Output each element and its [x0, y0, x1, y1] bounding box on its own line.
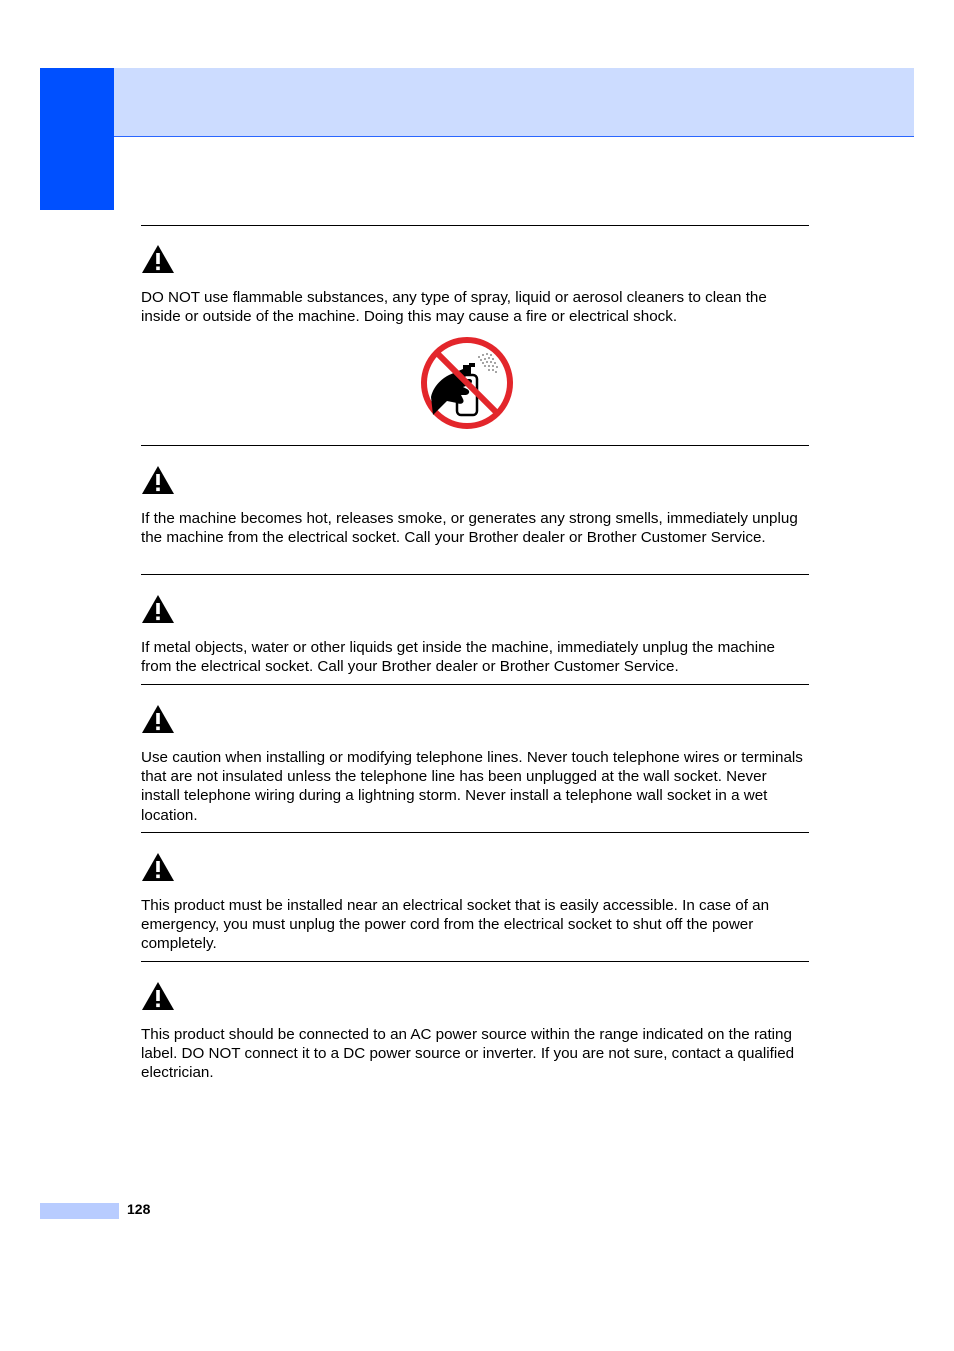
warning-block — [141, 244, 809, 326]
footer-bar — [40, 1203, 119, 1219]
warning-icon — [141, 465, 175, 495]
warning-text: This product must be installed near an electrical socket that is easily accessible. In case of an emergency, you must unplug the power cord from the electrical socket to shut off the power completely. — [141, 897, 770, 953]
header-band — [114, 68, 914, 137]
warning-block — [141, 852, 809, 954]
divider — [141, 684, 809, 685]
warning-block — [141, 981, 809, 1083]
warning-text: This product should be connected to an AC power source within the range indicated on the rating label. DO NOT connect it to a DC power source or inverter. If you are not sure, contact a qualified electrician. — [141, 1026, 795, 1082]
warning-text: Use caution when installing or modifying telephone lines. Never touch telephone wires or terminals that are not insulated unless the telephone line has been unplugged at the wall socket. Never install telephone wiring during a lightning storm. Never install a telephone wall socket in a wet location. — [141, 749, 803, 824]
no-spray-icon — [419, 335, 515, 431]
warning-icon — [141, 594, 175, 624]
divider — [141, 225, 809, 226]
warning-block — [141, 594, 809, 676]
divider — [141, 445, 809, 446]
divider — [141, 574, 809, 575]
warning-text: If the machine becomes hot, releases smoke, or generates any strong smells, immediately unplug the machine from the electrical socket. Call your Brother dealer or Brother Customer Service. — [141, 510, 798, 547]
warning-icon — [141, 852, 175, 882]
divider — [141, 832, 809, 833]
divider — [141, 961, 809, 962]
warning-block — [141, 704, 809, 825]
page-number: 128 — [127, 1201, 151, 1217]
warning-text: If metal objects, water or other liquids get inside the machine, immediately unplug the machine from the electrical socket. Call your Brother dealer or Brother Customer Service. — [141, 639, 775, 676]
warning-icon — [141, 981, 175, 1011]
chapter-tab — [40, 68, 114, 210]
warning-icon — [141, 244, 175, 274]
warning-text: DO NOT use flammable substances, any type of spray, liquid or aerosol cleaners to clean the inside or outside of the machine. Doing this may cause a fire or electrical shock. — [141, 289, 767, 326]
warning-block — [141, 465, 809, 547]
warning-icon — [141, 704, 175, 734]
